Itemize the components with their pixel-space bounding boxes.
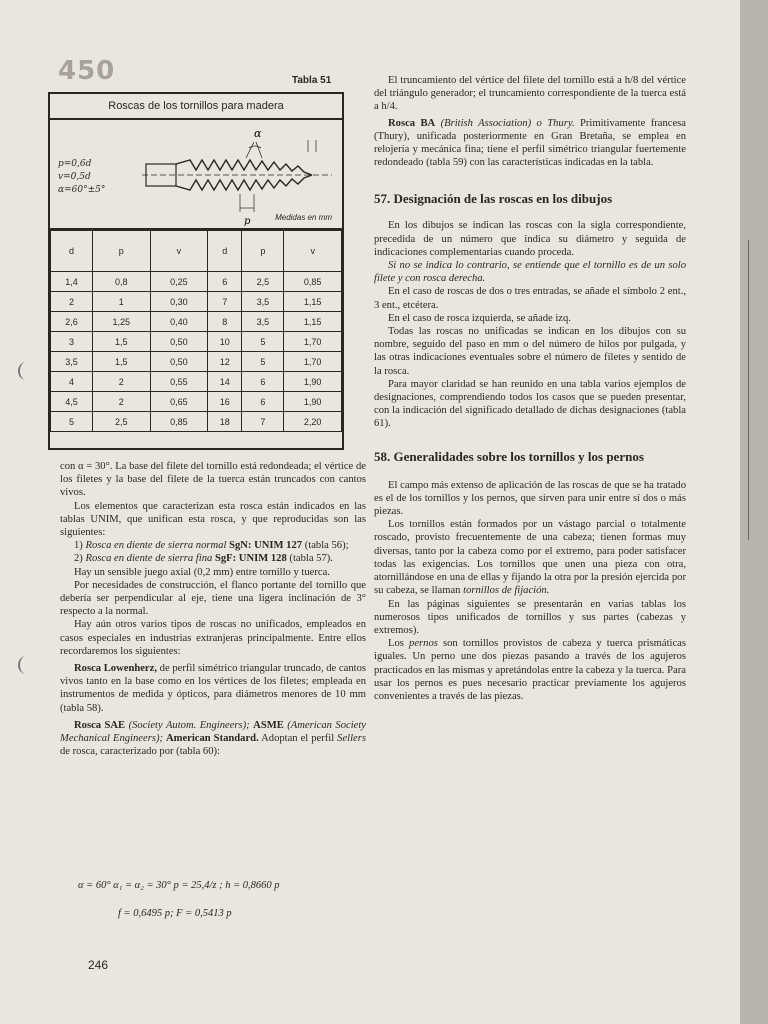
italic-text: (Society Autom. Engineers); <box>128 719 250 731</box>
binder-hole <box>18 362 34 380</box>
paragraph: En el caso de rosca izquierda, se añade izq. <box>388 312 571 324</box>
table-cell: 12 <box>208 352 242 372</box>
text: Adoptan el perfil <box>261 733 335 745</box>
table-cell: 8 <box>208 312 242 332</box>
table-cell: 1,5 <box>93 332 151 352</box>
left-column <box>60 460 366 758</box>
italic-text: (American Society Mechanical Engineers); <box>60 719 366 745</box>
table-label: Tabla 51 <box>292 75 332 86</box>
table-row <box>51 352 342 372</box>
italic-text: Si no se indica lo contrario, se entiende que el tornillo es de un solo filete y con rosca derecha. <box>374 260 686 285</box>
handwritten-number: 450 <box>58 56 116 86</box>
table-cell: 2,6 <box>51 312 93 332</box>
param-alpha: α=60°±5° <box>58 185 106 195</box>
table-cell: 18 <box>208 412 242 432</box>
paragraph <box>374 259 686 285</box>
table-cell: 2,5 <box>93 412 151 432</box>
paragraph: Todas las roscas no unificadas se indican en los dibujos con su nombre, seguido del paso en mm o del número de hilos por pulgada, y las otras indicaciones eventuales sobre el número de filetes y sentido de la rosca. <box>374 326 686 377</box>
table-cell: 3 <box>51 332 93 352</box>
paragraph <box>374 637 686 703</box>
paragraph: con α = 30°. La base del filete del tornillo está redondeada; el vértice de los filetes y la base del filete de la tuerca están truncados con cantos vivos. <box>60 461 366 499</box>
paragraph: En las páginas siguientes se presentarán en varias tablas los numerosos tipos unificados de tornillos y sus partes (cabezas y extremos). <box>374 598 686 636</box>
units-note: Medidas en mm <box>275 213 332 222</box>
italic-text: Rosca en diente de sierra fina <box>85 553 213 565</box>
table-cell: 0,30 <box>150 292 208 312</box>
italic-text: Sellers <box>337 733 366 745</box>
table-cell: 1 <box>93 292 151 312</box>
table-cell: 1,25 <box>93 312 151 332</box>
section-heading-57: 57. Designación de las roscas en los dibujos <box>374 191 613 207</box>
table-row <box>51 392 342 412</box>
table-cell: 0,8 <box>93 272 151 292</box>
table-cell: 6 <box>208 272 242 292</box>
paragraph: El truncamiento del vértice del filete del tornillo está a h/8 del vértice del triángulo generador; el truncamiento correspondiente de la tuerca está a h/4. <box>374 75 686 113</box>
header-cell: p <box>242 231 284 272</box>
paragraph <box>60 662 366 715</box>
table-cell: 3,5 <box>242 292 284 312</box>
page-number: 246 <box>88 958 109 972</box>
paragraph: Hay un sensible juego axial (0,2 mm) entre tornillo y tuerca. <box>74 566 330 578</box>
paragraph: Los elementos que caracterizan esta rosca están indicados en las tablas UNIM, que unifican esta rosca, y que reproducidas son las siguientes: <box>60 500 366 539</box>
screw-thread-diagram <box>50 120 342 230</box>
table-cell: 0,85 <box>284 272 342 292</box>
text: de perfil simétrico triangular truncado, de cantos vivos tanto en la base como en los vértices de los filetes; empleada en instrumentos de medida y ópticos, para diámetros menores de 10 mm (tabla 58). <box>60 663 366 714</box>
paragraph: Hay aún otros varios tipos de roscas no unificados, empleados en casos especiales en industrias extranjeras principalmente. Entre ellos recordaremos los siguientes: <box>60 619 366 657</box>
table-cell: 4,5 <box>51 392 93 412</box>
table-cell: 1,4 <box>51 272 93 292</box>
next-page-table-border <box>748 240 768 540</box>
table-cell: 2 <box>51 292 93 312</box>
screw-drawing <box>50 120 342 228</box>
table-51 <box>48 92 344 450</box>
bold-text: American Standard. <box>165 733 259 745</box>
section-heading-58: 58. Generalidades sobre los tornillos y los pernos <box>374 448 644 464</box>
paragraph: En los dibujos se indican las roscas con la sigla correspondiente, precedida de un número que indica su diámetro y seguida de indicaciones complementarias cuando proceda. <box>374 220 686 258</box>
paragraph: El campo más extenso de aplicación de las roscas de que se ha tratado es el de los tornillos y los pernos, que sirven para unir entre sí dos o más piezas. <box>374 479 686 518</box>
table-row <box>51 372 342 392</box>
bold-text: SgF: UNIM 128 <box>214 553 287 565</box>
table-cell: 0,50 <box>150 332 208 352</box>
text: Primitivamente francesa (Thury), unificada posteriormente en Gran Bretaña, se emplea en relojería y mecánica fina; tiene el perfil simétrico triangular fuertemente redondeado (tabla 59) con las características indicadas en la tabla. <box>374 117 687 169</box>
table-cell: 1,90 <box>284 372 342 392</box>
table-cell: 0,85 <box>150 412 208 432</box>
table-cell: 3,5 <box>51 352 93 372</box>
table-cell: 14 <box>208 372 242 392</box>
text: son tornillos provistos de cabeza y tuerca prismáticas iguales. Un perno une dos piezas pasando a través de los agujeros practicados en las mismas y apretándolas entre la cabeza y la tuerca. Para usar los pernos es pues necesario practicar previamente los agujeros convenientes a través de las piezas. <box>374 638 687 702</box>
italic-text: Rosca en diente de sierra normal <box>85 540 227 552</box>
text: Los <box>388 638 404 650</box>
table-cell: 5 <box>51 412 93 432</box>
paragraph: Por necesidades de construcción, el flanco portante del tornillo que debería ser perpendicular al eje, tiene una ligera inclinación de 3° respecto a la normal. <box>60 579 366 618</box>
table-title: Roscas de los tornillos para madera <box>50 94 342 120</box>
text: (tabla 56); <box>304 540 349 552</box>
table-cell: 1,5 <box>93 352 151 372</box>
bold-text: ASME <box>253 719 284 731</box>
paragraph <box>374 518 686 597</box>
paragraph <box>374 117 686 170</box>
table-cell: 2,20 <box>284 412 342 432</box>
header-cell: v <box>150 231 208 272</box>
formula-line-1: α = 60° α₁ = α₂ = 30° p = 25,4/z ; h = 0,8660 p <box>78 880 280 891</box>
table-cell: 1,90 <box>284 392 342 412</box>
table-cell: 2 <box>93 392 151 412</box>
table-cell: 1,15 <box>284 292 342 312</box>
list-item <box>60 552 366 565</box>
table-cell: 2 <box>93 372 151 392</box>
bold-text: Rosca Lowenherz, <box>74 663 157 675</box>
bold-text: SgN: UNIM 127 <box>229 540 303 552</box>
table-cell: 2,5 <box>242 272 284 292</box>
table-cell: 4 <box>51 372 93 392</box>
table-row <box>51 312 342 332</box>
paragraph <box>60 719 366 759</box>
param-v: v=0,5d <box>58 172 91 182</box>
alpha-label: α <box>254 127 262 140</box>
paragraph: Para mayor claridad se han reunido en una tabla varios ejemplos de designaciones, comprendiendo todos los casos que se pueden presentar, con la indicación del significado detallado de dichas designaciones (tabla 61). <box>374 378 686 430</box>
bold-text: Rosca SAE <box>74 719 126 731</box>
table-cell: 7 <box>208 292 242 312</box>
italic-text: tornillos de fijación. <box>463 585 550 597</box>
table-cell: 1,70 <box>284 352 342 372</box>
italic-text: (British Association) o Thury. <box>440 117 575 129</box>
pitch-label: p <box>244 216 251 227</box>
table-cell: 0,25 <box>150 272 208 292</box>
header-cell: d <box>208 231 242 272</box>
table-cell: 0,40 <box>150 312 208 332</box>
thread-data-table <box>50 230 342 432</box>
table-row <box>51 412 342 432</box>
table-row <box>51 292 342 312</box>
header-cell: d <box>51 231 93 272</box>
item-number: 2) <box>74 553 83 565</box>
table-cell: 7 <box>242 412 284 432</box>
formula-line-2: f = 0,6495 p; F = 0,5413 p <box>118 908 232 919</box>
bold-text: Rosca BA <box>388 117 436 129</box>
table-cell: 0,50 <box>150 352 208 372</box>
text: Los tornillos están formados por un vástago parcial o totalmente roscado, provisto frecuentemente de una cabeza; tienen formas muy diversas, tanto por la cabeza como por el extremo, para poder satisfacer todas las exigencias. Los tornillos que unen una pieza con otra, atornillándose en una de ellas y fijando la otra por la presión ejercida por su cabeza, se llaman <box>374 519 686 597</box>
right-column <box>374 74 686 703</box>
param-p: p=0,6d <box>58 159 92 169</box>
header-row <box>51 231 342 272</box>
text: de rosca, caracterizado por (tabla 60): <box>60 746 220 758</box>
header-cell: v <box>284 231 342 272</box>
table-cell: 1,70 <box>284 332 342 352</box>
table-cell: 5 <box>242 352 284 372</box>
table-cell: 6 <box>242 372 284 392</box>
table-cell: 0,65 <box>150 392 208 412</box>
binder-hole <box>18 656 34 674</box>
table-row <box>51 332 342 352</box>
table-cell: 10 <box>208 332 242 352</box>
item-number: 1) <box>74 540 83 552</box>
italic-text: pernos <box>409 638 438 650</box>
table-cell: 6 <box>242 392 284 412</box>
table-cell: 16 <box>208 392 242 412</box>
table-row <box>51 272 342 292</box>
text: (tabla 57). <box>289 553 333 565</box>
header-cell: p <box>93 231 151 272</box>
table-cell: 1,15 <box>284 312 342 332</box>
list-item <box>60 539 366 552</box>
table-cell: 3,5 <box>242 312 284 332</box>
paragraph: En el caso de roscas de dos o tres entradas, se añade el símbolo 2 ent., 3 ent., etcétera. <box>374 286 686 311</box>
table-cell: 5 <box>242 332 284 352</box>
table-cell: 0,55 <box>150 372 208 392</box>
